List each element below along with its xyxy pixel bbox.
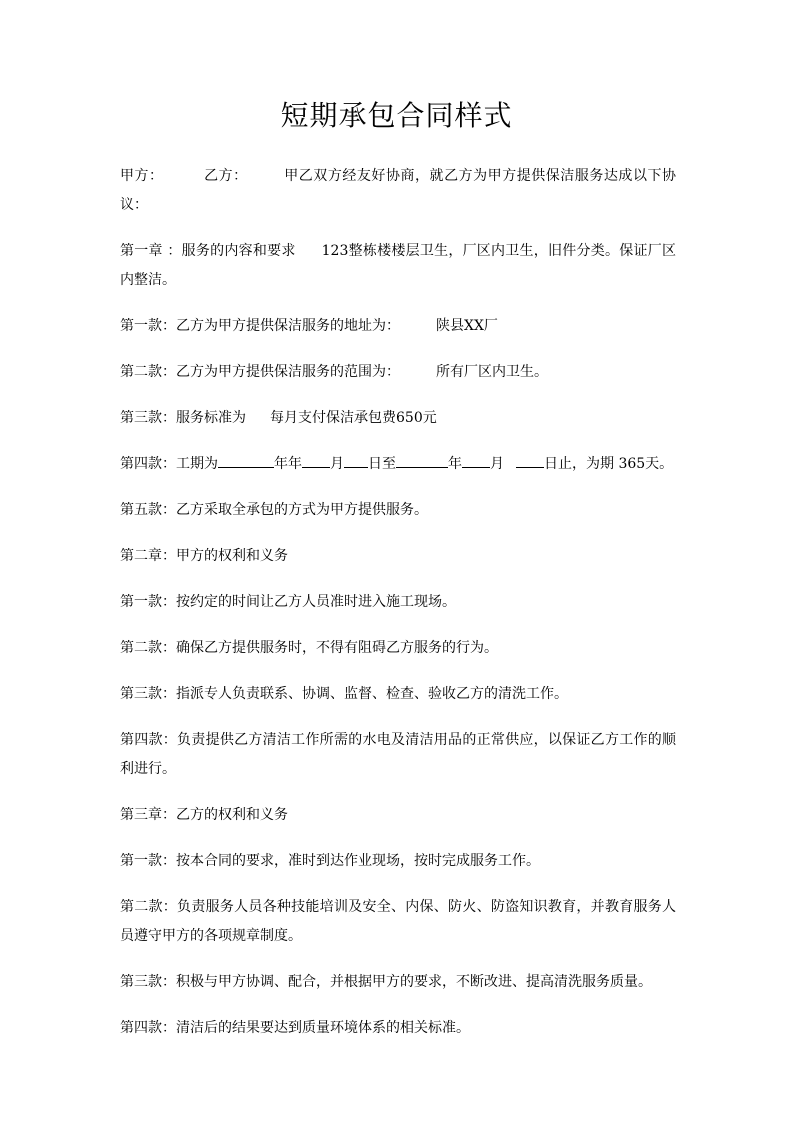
paragraph-clause-scope [120,358,676,387]
document-body [120,162,676,1060]
clause-standard-value: 每月支付保洁承包费650元 [270,410,437,426]
chapter-1-content: 123整栋楼楼层卫生，厂区内卫生，旧件分类。保证厂区内整洁。 [120,243,676,288]
paragraph-clause-method: 第五款：乙方采取全承包的方式为甲方提供服务。 [120,502,428,518]
paragraph-clause-period [120,450,676,479]
clause-scope-value: 所有厂区内卫生。 [436,364,548,380]
paragraph-b-clause-4: 第四款：清洁后的结果要达到质量环境体系的相关标准。 [120,1020,470,1036]
blank-start-month [302,452,330,468]
blank-start-year [218,452,274,468]
paragraph-clause-address [120,312,676,341]
blank-start-day [344,452,368,468]
document-title: 短期承包合同样式 [280,99,513,132]
blank-end-day [516,452,544,468]
clause-standard-label: 第三款：服务标准为 [120,410,246,426]
chapter-2-heading: 第二章：甲方的权利和义务 [120,548,288,564]
chapter-3-heading: 第三章：乙方的权利和义务 [120,807,288,823]
period-end-text: 日止，为期 365天。 [544,456,674,472]
clause-address-label: 第一款：乙方为甲方提供保洁服务的地址为： [120,318,400,334]
paragraph-a-clause-2: 第二款：确保乙方提供服务时，不得有阻碍乙方服务的行为。 [120,640,498,656]
period-end-year-text: 年 [448,456,462,472]
paragraph-a-clause-3: 第三款：指派专人负责联系、协调、监督、检查、验收乙方的清洗工作。 [120,686,568,702]
blank-end-month [462,452,490,468]
paragraph-chapter-1 [120,237,676,295]
parties-agreement-text: 甲乙双方经友好协商，就乙方为甲方提供保洁服务达成以下协议： [120,168,677,213]
paragraph-b-clause-3: 第三款：积极与甲方协调、配合，并根据甲方的要求，不断改进、提高清洗服务质量。 [120,974,652,990]
period-year-text: 年年 [274,456,302,472]
paragraph-a-clause-4: 第四款：负责提供乙方清洁工作所需的水电及清洁用品的正常供应，以保证乙方工作的顺利进行。 [120,732,676,777]
chapter-1-heading: 第一章 ：服务的内容和要求 [120,243,296,259]
clause-address-value: 陕县XX厂 [436,318,498,334]
period-end-month-text: 月 [490,456,504,472]
clause-scope-label: 第二款：乙方为甲方提供保洁服务的范围为： [120,364,400,380]
party-a-label: 甲方： [120,168,164,184]
blank-end-year [396,452,448,468]
paragraph-b-clause-1: 第一款：按本合同的要求，准时到达作业现场，按时完成服务工作。 [120,853,540,869]
paragraph-clause-standard [120,404,676,433]
paragraph-b-clause-2: 第二款：负责服务人员各种技能培训及安全、内保、防火、防盗知识教育，并教育服务人员遵守甲方的各项规章制度。 [120,899,676,944]
period-month-text: 月 [330,456,344,472]
period-to-text: 日至 [368,456,396,472]
party-b-label: 乙方： [203,168,248,184]
period-label: 第四款：工期为 [120,456,218,472]
paragraph-a-clause-1: 第一款：按约定的时间让乙方人员准时进入施工现场。 [120,594,456,610]
paragraph-parties [120,162,676,220]
